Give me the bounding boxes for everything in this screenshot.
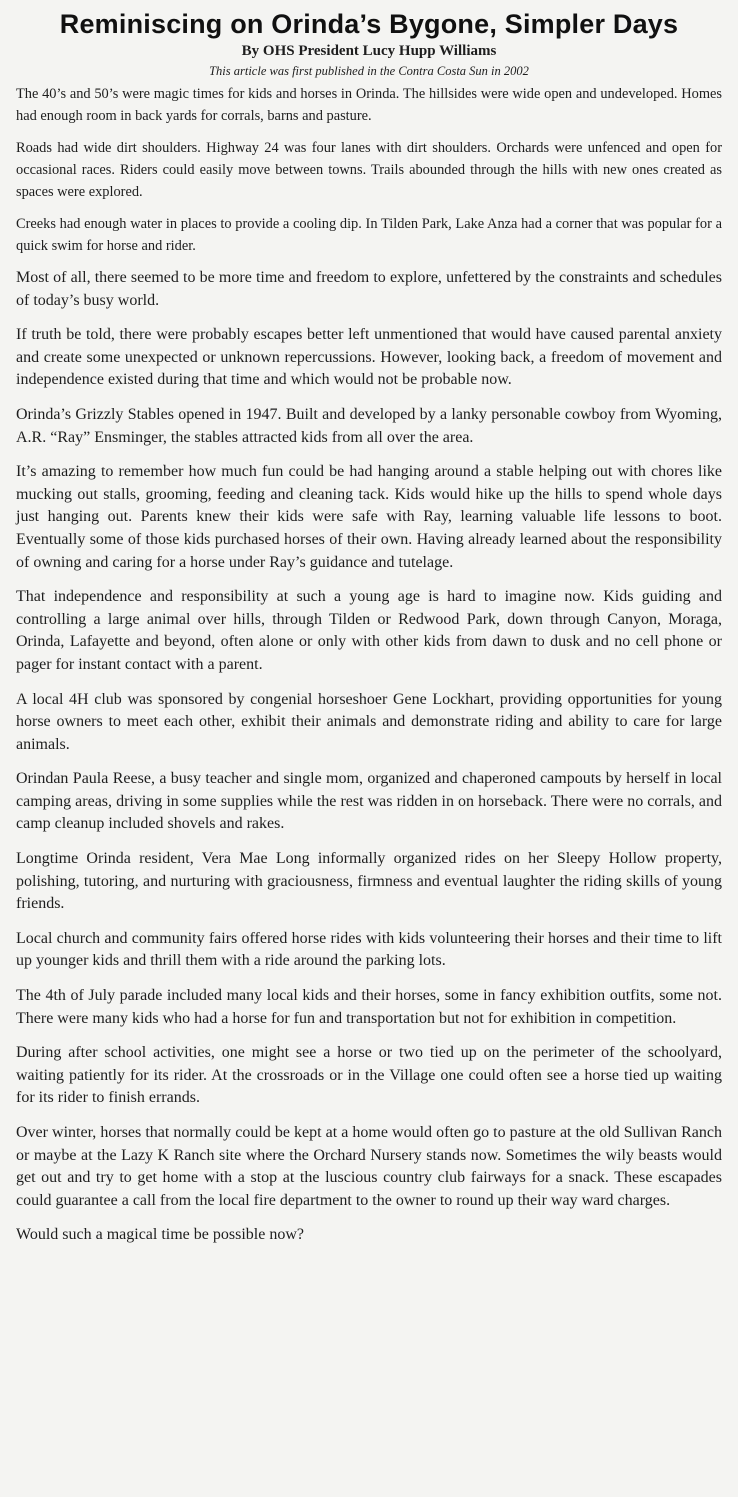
paragraph: Roads had wide dirt shoulders. Highway 24 was four lanes with dirt shoulders. Orchards were unfenced and open for occasional races. Riders could easily move between towns. Trails abounded through the hills with new ones created as spaces were explored. [16,140,722,200]
paragraph: If truth be told, there were probably escapes better left unmentioned that would have caused parental anxiety and create some unexpected or unknown repercussions. However, looking back, a freedom of movement and independence existed during that time and which would not be probable now. [16,326,722,389]
publication-note: This article was first published in the Contra Costa Sun in 2002 [209,64,529,78]
paragraph: The 4th of July parade included many local kids and their horses, some in fancy exhibition outfits, some not. There were many kids who had a horse for fun and transportation but not for exhibition in competition. [16,987,722,1027]
paragraph: A local 4H club was sponsored by congenial horseshoer Gene Lockhart, providing opportunities for young horse owners to meet each other, exhibit their animals and demonstrate riding and ability to care for large animals. [16,690,722,753]
article-byline: By OHS President Lucy Hupp Williams [241,43,497,59]
article-body [16,83,722,1247]
paragraph: It’s amazing to remember how much fun could be had hanging around a stable helping out with chores like mucking out stalls, grooming, feeding and cleaning tack. Kids would hike up the hills to spend whole days just hanging out. Parents knew their kids were safe with Ray, learning valuable life lessons to boot. Eventually some of those kids purchased horses of their own. Having already learned about the responsibility of owning and caring for a horse under Ray’s guidance and tutelage. [16,463,722,571]
paragraph: Orindan Paula Reese, a busy teacher and single mom, organized and chaperoned campouts by herself in local camping areas, driving in some supplies while the rest was ridden in on horseback. There were no corrals, and camp cleanup included shovels and rakes. [16,770,722,833]
paragraph: Local church and community fairs offered horse rides with kids volunteering their horses and their time to lift up younger kids and thrill them with a ride around the parking lots. [16,929,722,970]
paragraph: Over winter, horses that normally could be kept at a home would often go to pasture at the old Sullivan Ranch or maybe at the Lazy K Ranch site where the Orchard Nursery stands now. Sometimes the wily beasts would get out and try to get home with a stop at the luscious country club fairways for a snack. These escapades could guarantee a call from the local fire department to the owner to round up their way ward charges. [16,1124,722,1209]
article-title: Reminiscing on Orinda’s Bygone, Simpler Days [59,9,679,39]
paragraph: Most of all, there seemed to be more time and freedom to explore, unfettered by the constraints and schedules of today’s busy world. [16,269,722,309]
paragraph: Creeks had enough water in places to provide a cooling dip. In Tilden Park, Lake Anza had a corner that was popular for a quick swim for horse and rider. [16,216,722,254]
paragraph: The 40’s and 50’s were magic times for kids and horses in Orinda. The hillsides were wide open and undeveloped. Homes had enough room in back yards for corrals, barns and pasture. [16,86,722,124]
paragraph: During after school activities, one might see a horse or two tied up on the perimeter of the schoolyard, waiting patiently for its rider. At the crossroads or in the Village one could often see a horse tied up waiting for its rider to finish errands. [16,1044,722,1107]
paragraph: Orinda’s Grizzly Stables opened in 1947. Built and developed by a lanky personable cowboy from Wyoming, A.R. “Ray” Ensminger, the stables attracted kids from all over the area. [16,405,722,446]
paragraph: Longtime Orinda resident, Vera Mae Long informally organized rides on her Sleepy Hollow property, polishing, tutoring, and nurturing with graciousness, firmness and eventual laughter the riding skills of young friends. [16,850,722,913]
paragraph: Would such a magical time be possible now? [16,1226,304,1244]
paragraph: That independence and responsibility at such a young age is hard to imagine now. Kids guiding and controlling a large animal over hills, through Tilden or Redwood Park, down through Canyon, Moraga, Orinda, Lafayette and beyond, often alone or only with other kids from dawn to dusk and no cell phone or pager for instant contact with a parent. [16,588,722,673]
